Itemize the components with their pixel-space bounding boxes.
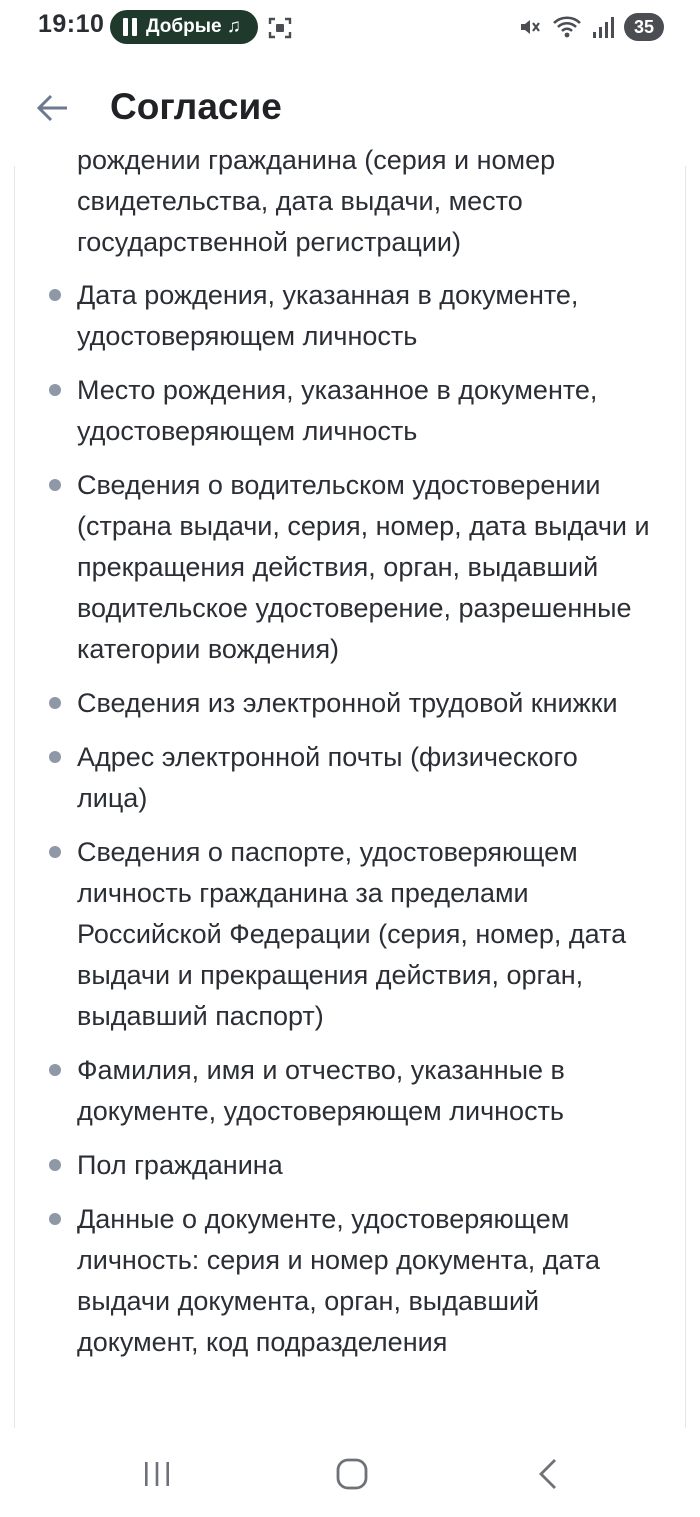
recent-apps-button[interactable] [137, 1454, 177, 1494]
list-item-text: Сведения о паспорте, удостоверяющем личность гражданина за пределами Российской Федерации (серия, номер, дата выдачи и прекращения действия, орган, выдавший паспорт) [77, 837, 627, 1031]
wifi-icon [552, 15, 582, 39]
bullet-icon [49, 751, 61, 763]
list-item-text: Адрес электронной почты (физического лица) [77, 742, 578, 813]
media-label: Добрые ♫ [146, 16, 242, 37]
list-item-text: Сведения о водительском удостоверении (страна выдачи, серия, номер, дата выдачи и прекращения действия, орган, выдавший водительское удостоверение, разрешенные категории вождения) [77, 470, 650, 664]
home-button[interactable] [332, 1454, 372, 1494]
list-item-fragment: рождении гражданина (серия и номер свидетельства, дата выдачи, место государственной регистрации) [77, 145, 556, 257]
signal-icon [592, 15, 614, 39]
media-playback-pill[interactable] [110, 10, 258, 44]
list-item-text: Фамилия, имя и отчество, указанные в документе, удостоверяющем личность [77, 1055, 565, 1126]
status-bar [0, 0, 700, 56]
status-indicators [518, 12, 664, 42]
bullet-icon [49, 479, 61, 491]
list-item-text: Пол гражданина [77, 1150, 283, 1180]
arrow-left-icon[interactable] [35, 93, 69, 123]
list-item [15, 1199, 685, 1363]
list-item [15, 465, 685, 670]
list-item [15, 1050, 685, 1132]
list-item-text: Сведения из электронной трудовой книжки [77, 688, 618, 718]
bullet-icon [49, 1213, 61, 1225]
page-title: Согласие [110, 86, 282, 127]
list-item [15, 737, 685, 819]
screenshot-icon [268, 16, 292, 40]
bullet-icon [49, 1159, 61, 1171]
bullet-icon [49, 846, 61, 858]
system-nav-bar [0, 1428, 700, 1517]
system-back-button[interactable] [528, 1454, 568, 1494]
bullet-icon [49, 384, 61, 396]
consent-content[interactable] [14, 145, 686, 1428]
bullet-icon [49, 289, 61, 301]
list-item [15, 1145, 685, 1186]
consent-content-inner [15, 140, 685, 1376]
list-item [15, 370, 685, 452]
home-icon[interactable] [335, 1457, 369, 1491]
status-time: 19:10 [38, 10, 105, 38]
battery-icon: 35 [624, 13, 664, 41]
bullet-icon [49, 1064, 61, 1076]
list-item [15, 683, 685, 724]
back-icon[interactable] [536, 1457, 560, 1491]
bullet-icon [49, 697, 61, 709]
list-item-text: Место рождения, указанное в документе, удостоверяющем личность [77, 375, 598, 446]
recent-apps-icon[interactable] [142, 1460, 172, 1488]
back-button[interactable] [30, 86, 74, 130]
list-item-text: Дата рождения, указанная в документе, удостоверяющем личность [77, 280, 579, 351]
personal-data-list [15, 275, 685, 1363]
list-item-text: Данные о документе, удостоверяющем личность: серия и номер документа, дата выдачи документа, орган, выдавший документ, код подразделения [77, 1204, 601, 1357]
mute-icon [518, 15, 542, 39]
list-item [15, 275, 685, 357]
pause-icon[interactable] [122, 18, 138, 36]
list-item [15, 832, 685, 1037]
